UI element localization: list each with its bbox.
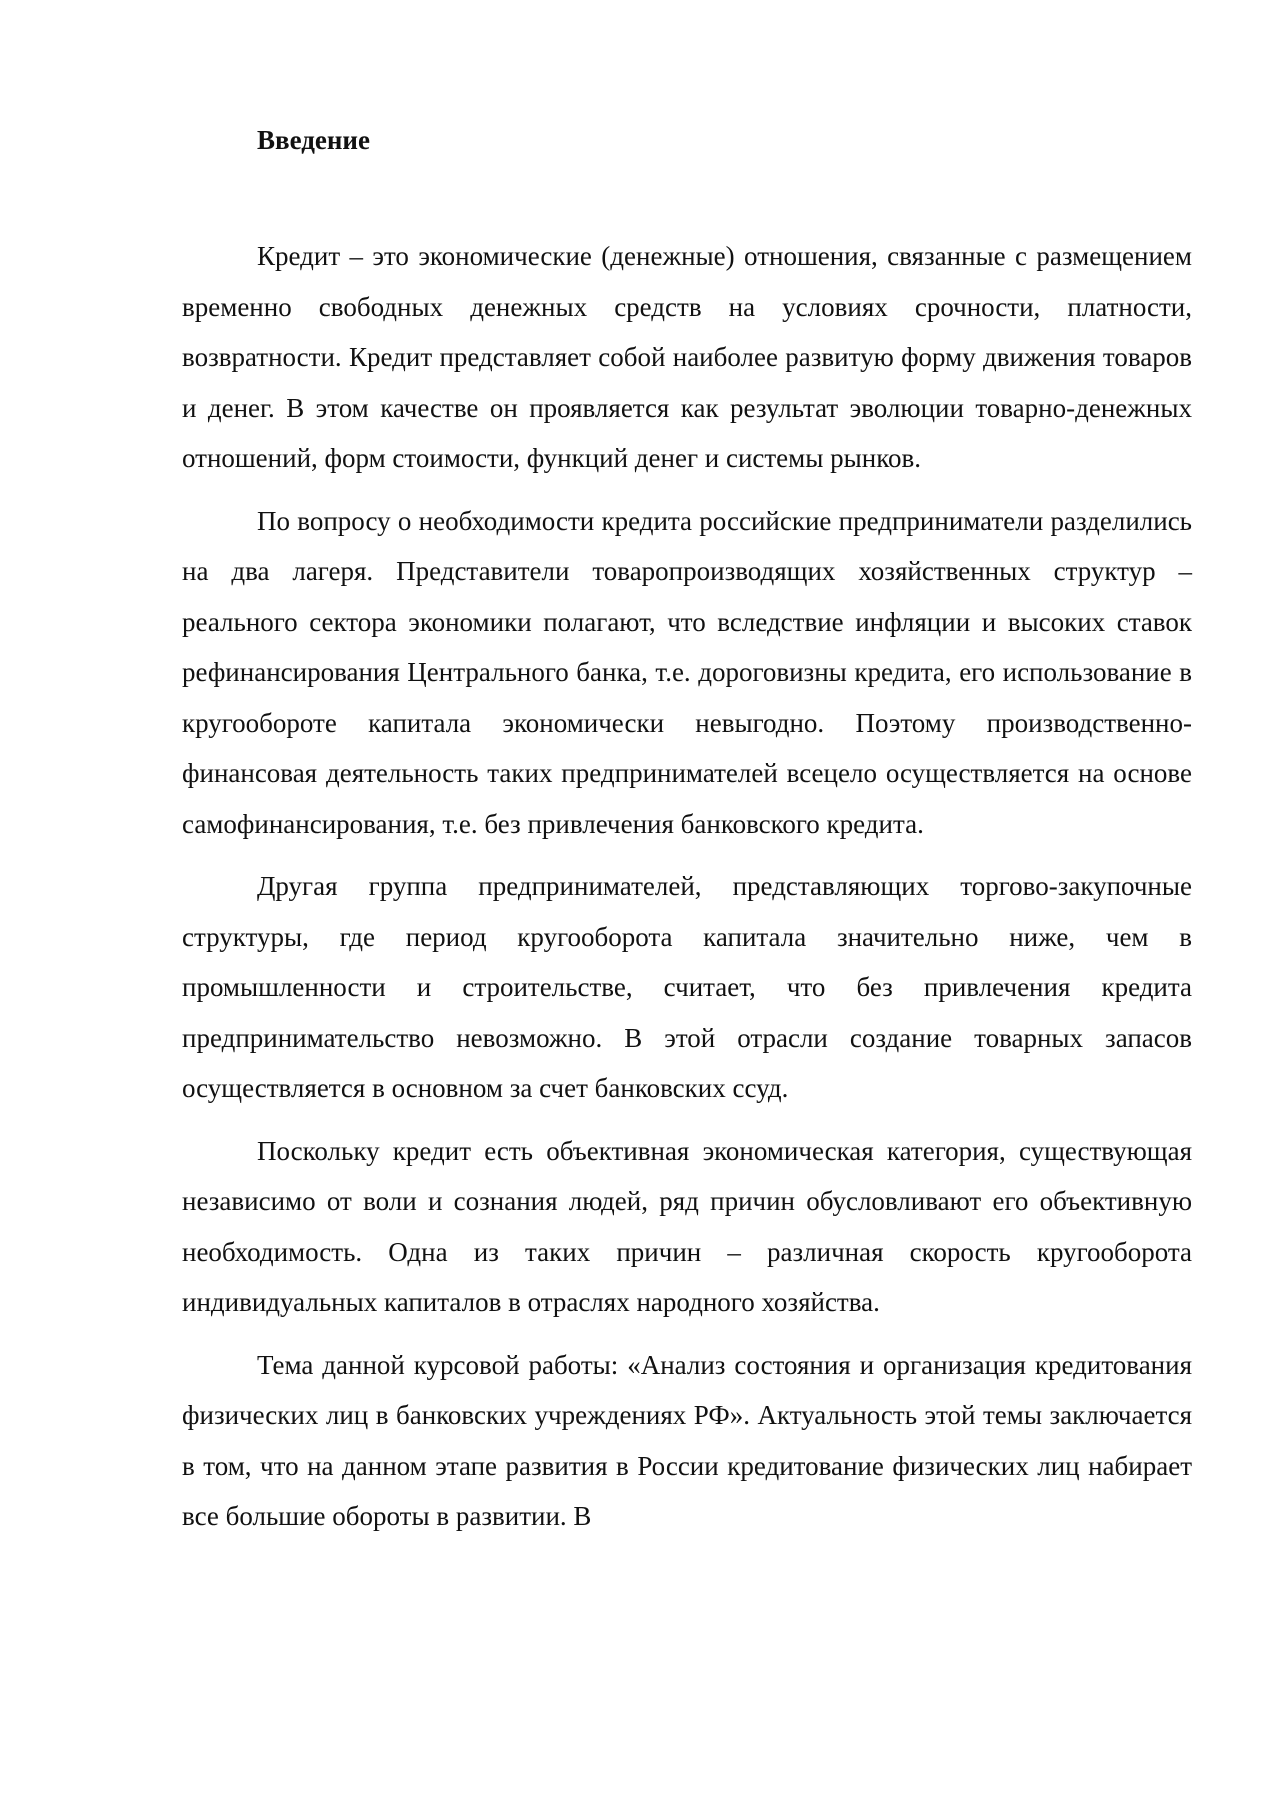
paragraph: Поскольку кредит есть объективная экономическая категория, существующая независимо от воли и сознания людей, ряд причин обусловливают его объективную необходимость. Одна из таких причин – различная скорость кругооборота индивидуальных капиталов в отраслях народного хозяйства. [182, 1135, 1192, 1317]
paragraph: Другая группа предпринимателей, представляющих торгово-закупочные структуры, где период кругооборота капитала значительно ниже, чем в промышленности и строительстве, считает, что без привлечения кредита предпринимательство невозможно. В этой отрасли создание товарных запасов осуществляется в основном за счет банковских ссуд. [182, 871, 1192, 1103]
document-body [182, 118, 1192, 1542]
paragraph: Кредит – это экономические (денежные) отношения, связанные с размещением временно свободных денежных средств на условиях срочности, платности, возвратности. Кредит представляет собой наиболее развитую форму движения товаров и денег. В этом качестве он проявляется как результат эволюции товарно-денежных отношений, форм стоимости, функций денег и системы рынков. [182, 241, 1192, 473]
paragraph: Тема данной курсовой работы: «Анализ состояния и организация кредитования физических лиц в банковских учреждениях РФ». Актуальность этой темы заключается в том, что на данном этапе развития в России кредитование физических лиц набирает все большие обороты в развитии. В [182, 1349, 1192, 1531]
paragraph: По вопросу о необходимости кредита российские предприниматели разделились на два лагеря. Представители товаропроизводящих хозяйственных структур – реального сектора экономики полагают, что вследствие инфляции и высоких ставок рефинансирования Центрального банка, т.е. дороговизны кредита, его использование в кругообороте капитала экономически невыгодно. Поэтому производственно-финансовая деятельность таких предпринимателей всецело осуществляется на основе самофинансирования, т.е. без привлечения банковского кредита. [182, 505, 1192, 839]
section-heading: Введение [257, 125, 370, 155]
